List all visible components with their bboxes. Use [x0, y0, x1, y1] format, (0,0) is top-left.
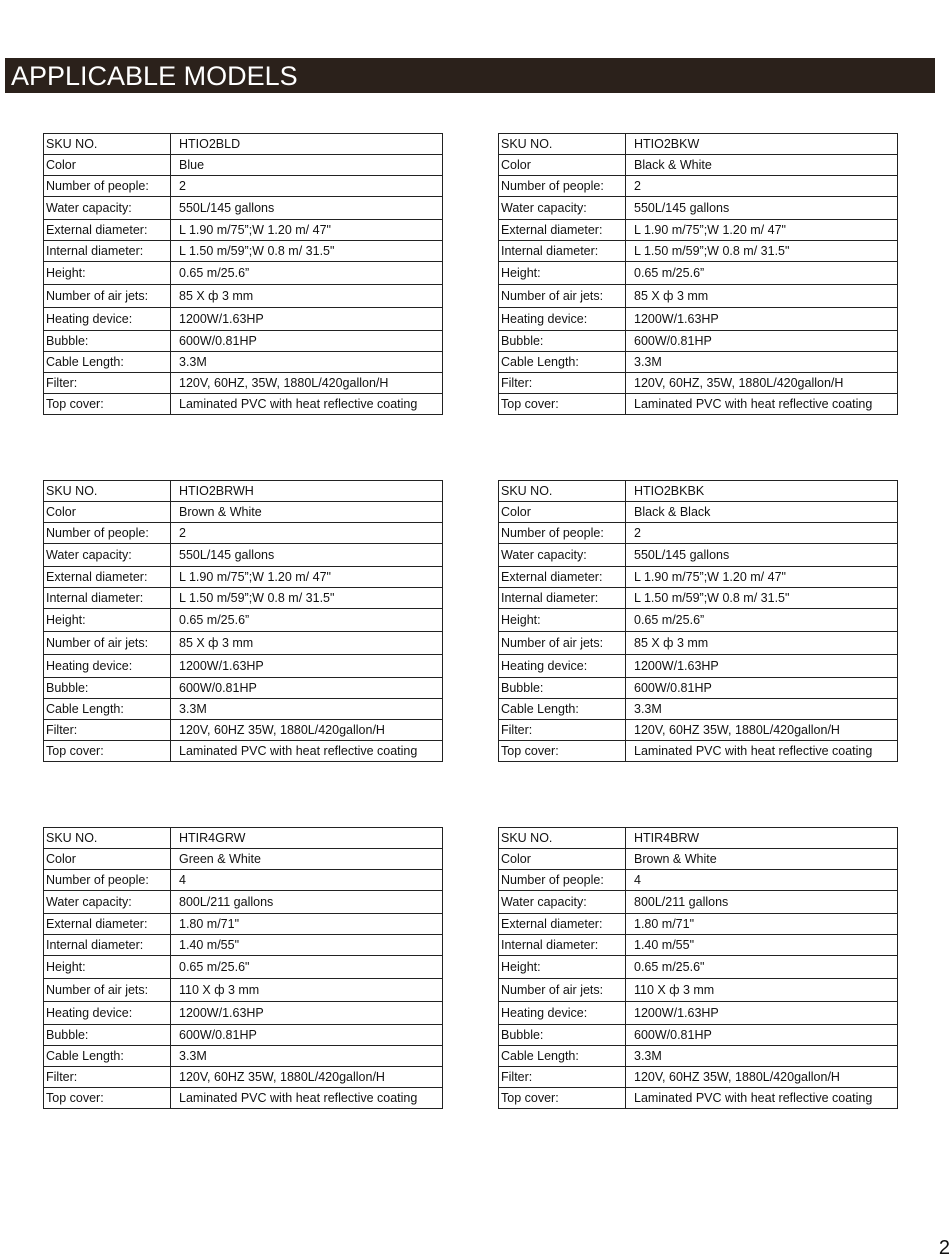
spec-value: Black & White [626, 155, 898, 176]
spec-value: 85 X ф 3 mm [171, 285, 443, 308]
spec-label: Height: [499, 956, 626, 979]
table-row [499, 935, 898, 956]
spec-value: 600W/0.81HP [171, 1025, 443, 1046]
spec-value: Laminated PVC with heat reflective coating [626, 741, 898, 762]
spec-label: External diameter: [499, 220, 626, 241]
spec-label: Height: [44, 956, 171, 979]
spec-value: 85 X ф 3 mm [626, 632, 898, 655]
spec-label: Water capacity: [499, 197, 626, 220]
spec-label: Color [499, 502, 626, 523]
spec-label: External diameter: [499, 914, 626, 935]
spec-value: Blue [171, 155, 443, 176]
table-row [499, 891, 898, 914]
spec-value: 600W/0.81HP [626, 1025, 898, 1046]
table-row [44, 699, 443, 720]
table-row [44, 502, 443, 523]
spec-label: Heating device: [44, 308, 171, 331]
table-row [44, 241, 443, 262]
spec-label: Filter: [499, 720, 626, 741]
spec-value: L 1.50 m/59”;W 0.8 m/ 31.5" [626, 241, 898, 262]
spec-label: SKU NO. [499, 134, 626, 155]
spec-label: Height: [499, 609, 626, 632]
spec-label: Water capacity: [499, 891, 626, 914]
spec-value: 2 [171, 176, 443, 197]
table-row [44, 544, 443, 567]
table-row [499, 655, 898, 678]
spec-value: 3.3M [626, 352, 898, 373]
spec-value: 600W/0.81HP [626, 678, 898, 699]
table-row [499, 134, 898, 155]
spec-label: Cable Length: [499, 1046, 626, 1067]
spec-value: Brown & White [626, 849, 898, 870]
spec-label: Water capacity: [44, 891, 171, 914]
spec-value: 3.3M [171, 352, 443, 373]
spec-label: Internal diameter: [499, 241, 626, 262]
table-row [44, 481, 443, 502]
table-row [499, 567, 898, 588]
table-row [499, 1067, 898, 1088]
table-row [499, 262, 898, 285]
table-row [499, 678, 898, 699]
spec-value: 600W/0.81HP [171, 331, 443, 352]
spec-label: Internal diameter: [44, 935, 171, 956]
spec-table [43, 133, 443, 415]
spec-value: 0.65 m/25.6” [626, 262, 898, 285]
spec-label: Internal diameter: [499, 588, 626, 609]
spec-value: 3.3M [626, 699, 898, 720]
table-row [44, 870, 443, 891]
spec-value: 1.40 m/55" [171, 935, 443, 956]
spec-label: Bubble: [44, 1025, 171, 1046]
spec-label: SKU NO. [499, 828, 626, 849]
spec-value: 550L/145 gallons [171, 544, 443, 567]
spec-value: L 1.90 m/75”;W 1.20 m/ 47" [626, 220, 898, 241]
spec-value: 1.80 m/71" [171, 914, 443, 935]
spec-value: 2 [171, 523, 443, 544]
spec-value: HTIO2BLD [171, 134, 443, 155]
table-row [44, 331, 443, 352]
spec-label: Height: [44, 609, 171, 632]
spec-value: 550L/145 gallons [171, 197, 443, 220]
spec-value: 550L/145 gallons [626, 197, 898, 220]
spec-label: Water capacity: [499, 544, 626, 567]
table-row [44, 588, 443, 609]
table-row [44, 176, 443, 197]
spec-value: Laminated PVC with heat reflective coating [171, 394, 443, 415]
table-row [44, 262, 443, 285]
spec-value: 0.65 m/25.6" [171, 956, 443, 979]
table-row [44, 828, 443, 849]
table-row [44, 308, 443, 331]
table-row [44, 373, 443, 394]
spec-label: External diameter: [44, 567, 171, 588]
spec-label: Number of people: [499, 176, 626, 197]
page-number: 2 [938, 1237, 950, 1259]
spec-label: Internal diameter: [499, 935, 626, 956]
table-row [499, 828, 898, 849]
spec-value: Laminated PVC with heat reflective coating [626, 394, 898, 415]
spec-value: Black & Black [626, 502, 898, 523]
table-row [499, 373, 898, 394]
spec-value: 120V, 60HZ 35W, 1880L/420gallon/H [171, 720, 443, 741]
table-row [499, 1046, 898, 1067]
spec-value: HTIO2BRWH [171, 481, 443, 502]
spec-value: 2 [626, 176, 898, 197]
spec-value: HTIO2BKW [626, 134, 898, 155]
spec-label: Bubble: [499, 678, 626, 699]
table-row [499, 699, 898, 720]
spec-value: L 1.90 m/75”;W 1.20 m/ 47" [171, 220, 443, 241]
table-row [44, 720, 443, 741]
spec-label: Number of air jets: [499, 979, 626, 1002]
table-row [44, 678, 443, 699]
spec-value: 0.65 m/25.6” [626, 609, 898, 632]
table-row [499, 481, 898, 502]
spec-label: Number of air jets: [44, 632, 171, 655]
spec-value: 0.65 m/25.6" [626, 956, 898, 979]
table-row [44, 1067, 443, 1088]
table-row [499, 1025, 898, 1046]
spec-label: Top cover: [499, 741, 626, 762]
spec-value: 110 X ф 3 mm [171, 979, 443, 1002]
spec-label: Number of people: [44, 176, 171, 197]
spec-value: L 1.90 m/75”;W 1.20 m/ 47" [171, 567, 443, 588]
spec-label: Bubble: [44, 331, 171, 352]
table-row [44, 979, 443, 1002]
spec-value: 3.3M [171, 699, 443, 720]
spec-value: L 1.50 m/59”;W 0.8 m/ 31.5" [171, 588, 443, 609]
spec-value: 1200W/1.63HP [626, 308, 898, 331]
table-row [499, 523, 898, 544]
spec-label: Water capacity: [44, 197, 171, 220]
table-row [44, 741, 443, 762]
spec-label: Color [499, 849, 626, 870]
spec-value: 120V, 60HZ 35W, 1880L/420gallon/H [171, 1067, 443, 1088]
table-row [499, 241, 898, 262]
table-row [499, 1088, 898, 1109]
spec-label: Filter: [499, 1067, 626, 1088]
spec-table [498, 480, 898, 762]
spec-value: 3.3M [626, 1046, 898, 1067]
spec-label: Bubble: [44, 678, 171, 699]
spec-label: Number of air jets: [44, 979, 171, 1002]
spec-value: 120V, 60HZ, 35W, 1880L/420gallon/H [171, 373, 443, 394]
spec-label: Number of people: [499, 870, 626, 891]
table-row [44, 1088, 443, 1109]
spec-value: 0.65 m/25.6” [171, 262, 443, 285]
spec-value: 4 [171, 870, 443, 891]
table-row [44, 394, 443, 415]
spec-value: 1200W/1.63HP [626, 1002, 898, 1025]
spec-label: Filter: [44, 720, 171, 741]
spec-value: 85 X ф 3 mm [626, 285, 898, 308]
spec-label: Heating device: [499, 1002, 626, 1025]
spec-label: Number of air jets: [499, 285, 626, 308]
spec-label: Height: [499, 262, 626, 285]
spec-label: Number of air jets: [499, 632, 626, 655]
table-row [44, 609, 443, 632]
spec-label: Top cover: [499, 394, 626, 415]
table-row [499, 849, 898, 870]
table-row [44, 956, 443, 979]
spec-value: 1.40 m/55" [626, 935, 898, 956]
spec-label: Number of people: [44, 870, 171, 891]
table-row [44, 891, 443, 914]
table-row [499, 197, 898, 220]
spec-value: L 1.90 m/75”;W 1.20 m/ 47" [626, 567, 898, 588]
spec-label: Color [44, 155, 171, 176]
table-row [44, 849, 443, 870]
spec-value: Brown & White [171, 502, 443, 523]
table-row [44, 197, 443, 220]
spec-label: Top cover: [44, 394, 171, 415]
spec-table [498, 133, 898, 415]
spec-value: 800L/211 gallons [626, 891, 898, 914]
table-row [499, 956, 898, 979]
spec-value: 3.3M [171, 1046, 443, 1067]
table-row [44, 285, 443, 308]
table-row [44, 1046, 443, 1067]
spec-label: Color [44, 502, 171, 523]
table-row [44, 220, 443, 241]
spec-value: 2 [626, 523, 898, 544]
table-row [499, 741, 898, 762]
spec-label: SKU NO. [499, 481, 626, 502]
spec-value: Laminated PVC with heat reflective coating [171, 741, 443, 762]
spec-value: Laminated PVC with heat reflective coating [626, 1088, 898, 1109]
table-row [44, 632, 443, 655]
spec-table [43, 827, 443, 1109]
spec-value: Green & White [171, 849, 443, 870]
spec-label: Cable Length: [499, 699, 626, 720]
spec-label: Internal diameter: [44, 241, 171, 262]
spec-value: HTIR4BRW [626, 828, 898, 849]
spec-label: Filter: [44, 373, 171, 394]
spec-table [43, 480, 443, 762]
table-row [499, 914, 898, 935]
spec-label: Height: [44, 262, 171, 285]
table-row [499, 394, 898, 415]
spec-label: Filter: [44, 1067, 171, 1088]
table-row [499, 220, 898, 241]
spec-value: HTIR4GRW [171, 828, 443, 849]
table-row [44, 1002, 443, 1025]
table-row [44, 352, 443, 373]
spec-label: Cable Length: [44, 1046, 171, 1067]
spec-value: 0.65 m/25.6” [171, 609, 443, 632]
spec-label: SKU NO. [44, 134, 171, 155]
table-row [44, 567, 443, 588]
table-row [499, 502, 898, 523]
table-row [44, 914, 443, 935]
table-row [44, 935, 443, 956]
spec-value: 800L/211 gallons [171, 891, 443, 914]
spec-value: 1.80 m/71" [626, 914, 898, 935]
table-row [499, 1002, 898, 1025]
spec-value: 4 [626, 870, 898, 891]
spec-label: Top cover: [44, 741, 171, 762]
spec-label: Filter: [499, 373, 626, 394]
spec-label: SKU NO. [44, 828, 171, 849]
spec-label: SKU NO. [44, 481, 171, 502]
table-row [499, 331, 898, 352]
spec-label: Heating device: [44, 1002, 171, 1025]
table-row [44, 1025, 443, 1046]
spec-value: 85 X ф 3 mm [171, 632, 443, 655]
header-bar [5, 58, 935, 93]
table-row [44, 155, 443, 176]
spec-label: Cable Length: [44, 352, 171, 373]
table-row [499, 720, 898, 741]
spec-label: Bubble: [499, 1025, 626, 1046]
spec-value: 1200W/1.63HP [171, 308, 443, 331]
spec-label: Internal diameter: [44, 588, 171, 609]
spec-label: Color [499, 155, 626, 176]
spec-label: Color [44, 849, 171, 870]
spec-value: Laminated PVC with heat reflective coating [171, 1088, 443, 1109]
spec-label: External diameter: [44, 220, 171, 241]
spec-label: External diameter: [44, 914, 171, 935]
spec-label: Heating device: [44, 655, 171, 678]
table-row [499, 870, 898, 891]
spec-value: 120V, 60HZ 35W, 1880L/420gallon/H [626, 1067, 898, 1088]
spec-value: 600W/0.81HP [171, 678, 443, 699]
table-row [499, 588, 898, 609]
table-row [499, 979, 898, 1002]
table-row [499, 609, 898, 632]
spec-value: 1200W/1.63HP [171, 1002, 443, 1025]
spec-label: External diameter: [499, 567, 626, 588]
spec-label: Cable Length: [499, 352, 626, 373]
table-row [499, 285, 898, 308]
spec-label: Heating device: [499, 655, 626, 678]
table-row [44, 655, 443, 678]
spec-value: 1200W/1.63HP [171, 655, 443, 678]
spec-label: Number of people: [499, 523, 626, 544]
table-row [499, 544, 898, 567]
spec-label: Number of people: [44, 523, 171, 544]
spec-label: Number of air jets: [44, 285, 171, 308]
spec-value: 600W/0.81HP [626, 331, 898, 352]
table-row [499, 308, 898, 331]
table-row [44, 134, 443, 155]
spec-value: L 1.50 m/59”;W 0.8 m/ 31.5" [171, 241, 443, 262]
spec-value: 120V, 60HZ 35W, 1880L/420gallon/H [626, 720, 898, 741]
spec-value: 110 X ф 3 mm [626, 979, 898, 1002]
table-row [499, 176, 898, 197]
spec-value: 550L/145 gallons [626, 544, 898, 567]
spec-label: Top cover: [44, 1088, 171, 1109]
page-title: APPLICABLE MODELS [11, 61, 298, 91]
spec-label: Bubble: [499, 331, 626, 352]
table-row [499, 352, 898, 373]
spec-value: 120V, 60HZ, 35W, 1880L/420gallon/H [626, 373, 898, 394]
spec-label: Water capacity: [44, 544, 171, 567]
spec-value: L 1.50 m/59”;W 0.8 m/ 31.5" [626, 588, 898, 609]
spec-label: Heating device: [499, 308, 626, 331]
spec-value: HTIO2BKBK [626, 481, 898, 502]
table-row [44, 523, 443, 544]
table-row [499, 155, 898, 176]
spec-label: Cable Length: [44, 699, 171, 720]
spec-label: Top cover: [499, 1088, 626, 1109]
spec-value: 1200W/1.63HP [626, 655, 898, 678]
table-row [499, 632, 898, 655]
spec-table [498, 827, 898, 1109]
